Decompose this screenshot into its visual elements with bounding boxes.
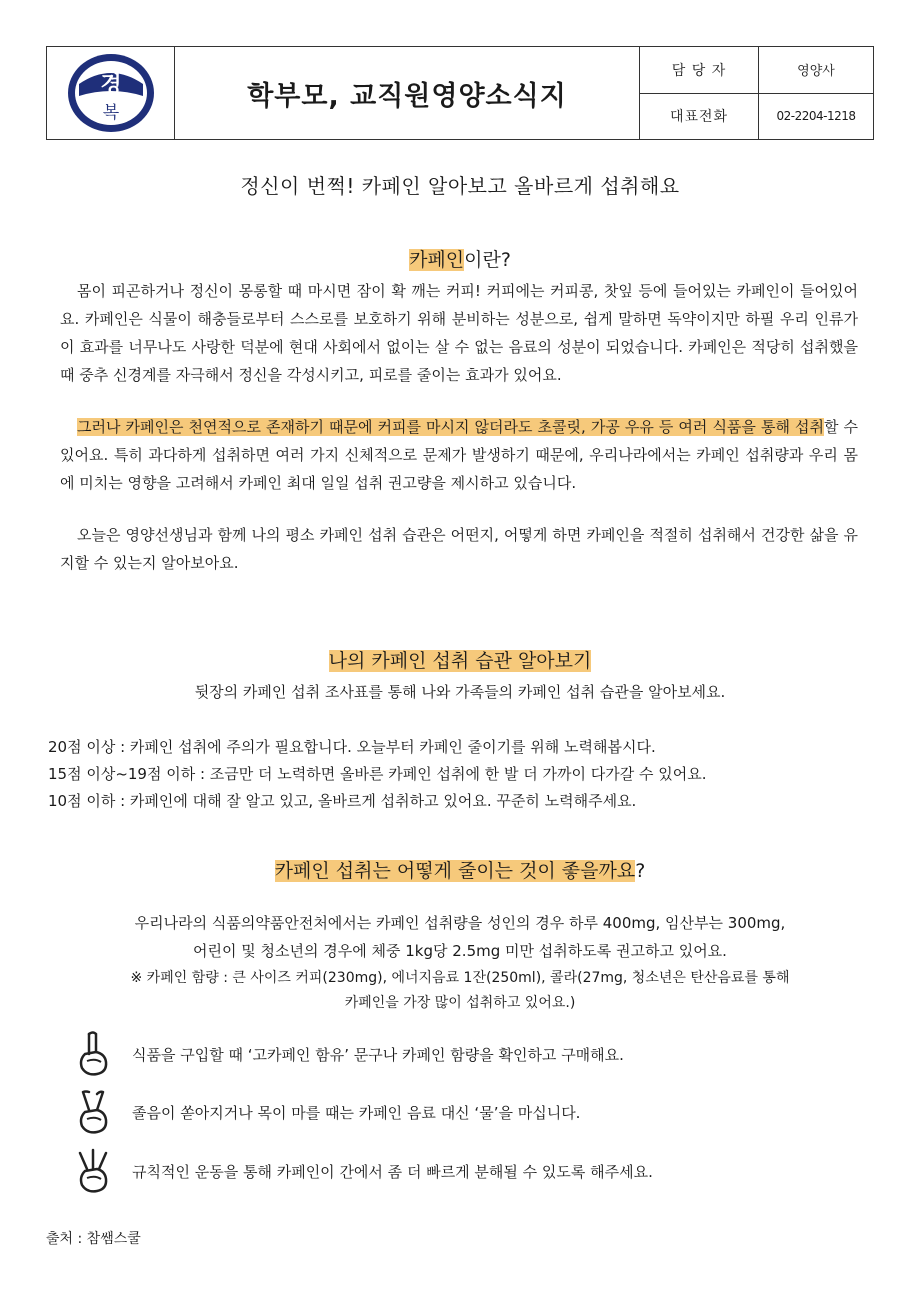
tip-text: 식품을 구입할 때 ‘고카페인 함유’ 문구나 카페인 함량을 확인하고 구매해요.	[132, 1045, 624, 1064]
score-line: 10점 이하 : 카페인에 대해 잘 알고 있고, 올바르게 섭취하고 있어요. 꾸준히 노력해주세요.	[48, 792, 637, 810]
caffeine-content-note: 카페인을 가장 많이 섭취하고 있어요.)	[344, 995, 576, 1011]
recommendation-line: 우리나라의 식품의약품안전처에서는 카페인 섭취량을 성인의 경우 하루 400mg, 임산부는 300mg,	[134, 914, 786, 932]
section-heading-reduce	[0, 856, 920, 883]
phone-label: 대표전화	[640, 94, 759, 140]
tip-item-1	[75, 1029, 624, 1079]
heading-rest: 이란?	[464, 249, 511, 271]
intro-paragraph: 몸이 피곤하거나 정신이 몽롱할 때 마시면 잠이 확 깨는 커피! 커피에는 커피콩, 찻잎 등에 들어있는 카페인이 들어있어요. 카페인은 식물이 해충들로부터 스스로를 보호하기 위해 분비하는 성분으로, 쉽게 말하면 독약이지만 하필 우리 인류가 이 효과를 너무나도 사랑한 덕분에 현대 사회에서 없이는 살 수 없는 음료의 성분이 되었습니다. 카페인은 적당히 섭취했을 때 중추 신경계를 자극해서 정신을 각성시키고, 피로를 줄이는 효과가 있어요.	[60, 282, 858, 384]
caffeine-content-note: ※ 카페인 함량 : 큰 사이즈 커피(230mg), 에너지음료 1잔(250ml), 콜라(27mg, 청소년은 탄산음료를 통해	[130, 970, 790, 986]
tip-item-3	[75, 1146, 653, 1196]
today-paragraph: 오늘은 영양선생님과 함께 나의 평소 카페인 섭취 습관은 어떤지, 어떻게 하면 카페인을 적절히 섭취해서 건강한 삶을 유지할 수 있는지 알아보아요.	[60, 526, 858, 572]
heading-highlight: 나의 카페인 섭취 습관 알아보기	[328, 650, 592, 672]
paragraph-rest: 할 수 있어요. 특히 과다하게 섭취하면 여러 가지 신체적으로 문제가 발생하기 때문에, 우리나라에서는 카페인 섭취량과 우리 몸에 미치는 영향을 고려해서 카페인 최대 일일 섭취 권고량을 제시하고 있습니다.	[60, 418, 858, 492]
recommendation-line: 어린이 및 청소년의 경우에 체중 1kg당 2.5mg 미만 섭취하도록 권고하고 있어요.	[193, 942, 727, 960]
logo-cell	[47, 47, 175, 139]
warning-paragraph	[60, 413, 858, 497]
logo-text-top: 경	[99, 72, 122, 98]
logo-text-bottom: 복	[102, 103, 119, 123]
two-finger-hand-icon	[75, 1088, 111, 1136]
tip-text: 규칙적인 운동을 통해 카페인이 간에서 좀 더 빠르게 분해될 수 있도록 해주세요.	[132, 1162, 653, 1181]
source-credit: 출처 : 참쌤스쿨	[46, 1231, 141, 1247]
contact-row-manager	[640, 47, 873, 93]
page-title: 정신이 번쩍! 카페인 알아보고 올바르게 섭취해요	[240, 174, 680, 198]
three-finger-hand-icon	[75, 1147, 111, 1195]
paragraph-highlight: 그러나 카페인은 천연적으로 존재하기 때문에 커피를 마시지 않더라도 초콜릿, 가공 우유 등 여러 식품을 통해 섭취	[77, 418, 824, 436]
school-logo	[65, 52, 157, 134]
heading-highlight: 카페인	[409, 249, 465, 271]
score-line: 20점 이상 : 카페인 섭취에 주의가 필요합니다. 오늘부터 카페인 줄이기를 위해 노력해봅시다.	[48, 738, 656, 756]
manager-label: 담 당 자	[640, 47, 759, 93]
section-heading-caffeine	[0, 245, 920, 272]
newsletter-title: 학부모, 교직원영양소식지	[175, 47, 640, 139]
heading-highlight: 카페인 섭취는 어떻게 줄이는 것이 좋을까요	[274, 860, 636, 882]
heading-rest: ?	[635, 860, 646, 882]
contact-info	[640, 47, 873, 139]
score-line: 15점 이상~19점 이하 : 조금만 더 노력하면 올바른 카페인 섭취에 한 발 더 가까이 다가갈 수 있어요.	[48, 765, 707, 783]
tip-item-2	[75, 1087, 581, 1137]
one-finger-hand-icon	[75, 1030, 111, 1078]
manager-value: 영양사	[797, 64, 835, 80]
header-table	[46, 46, 874, 140]
phone-value: 02-2204-1218	[776, 109, 856, 124]
survey-intro: 뒷장의 카페인 섭취 조사표를 통해 나와 가족들의 카페인 섭취 습관을 알아보세요.	[194, 683, 726, 701]
tip-text: 졸음이 쏟아지거나 목이 마를 때는 카페인 음료 대신 ‘물’을 마십니다.	[132, 1103, 581, 1122]
contact-row-phone	[640, 93, 873, 140]
section-heading-habit	[0, 646, 920, 673]
